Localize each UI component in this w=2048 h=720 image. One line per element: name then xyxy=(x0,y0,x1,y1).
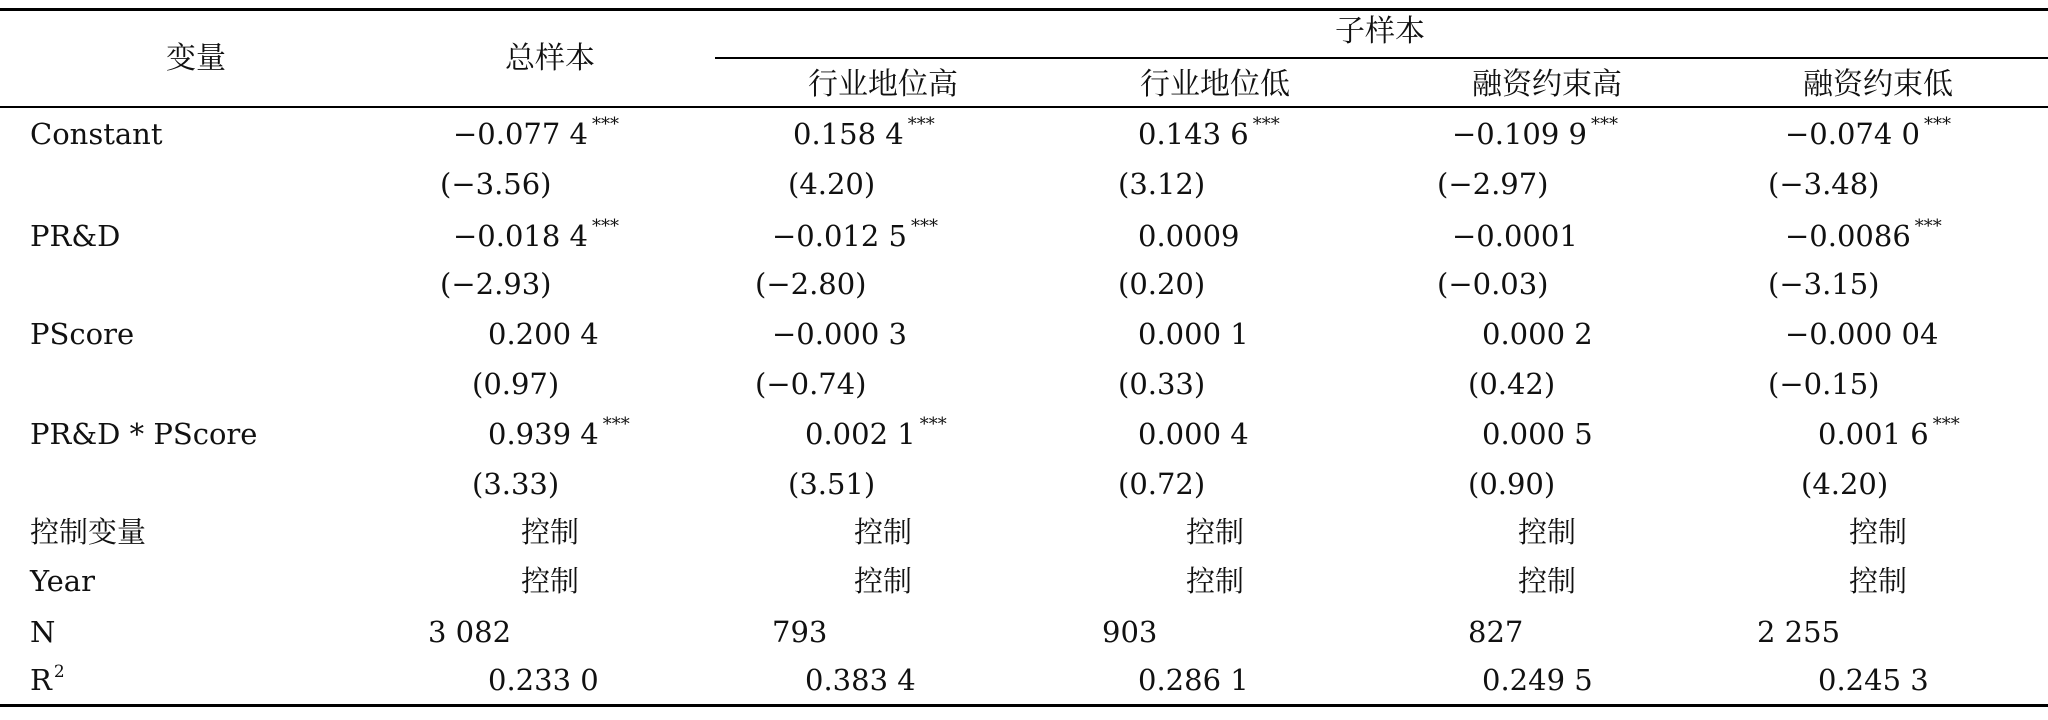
coef-value: 0.000 4 xyxy=(1138,417,1249,451)
t-stat: (−3.56) xyxy=(440,167,552,201)
header-bottom-rule xyxy=(0,106,2048,108)
control-marker: 控制 xyxy=(853,564,913,598)
n-value: 3 082 xyxy=(428,615,512,649)
row-label-n: N xyxy=(30,615,56,649)
row-label-pscore: PScore xyxy=(30,317,135,351)
t-stat: (0.97) xyxy=(472,367,560,401)
r2-superscript: 2 xyxy=(53,662,65,682)
significance-stars: *** xyxy=(1924,114,1951,135)
header-variable: 变量 xyxy=(166,41,226,76)
t-stat: (0.72) xyxy=(1118,467,1206,501)
coef-value: 0.000 2 xyxy=(1482,317,1593,351)
t-stat: (0.33) xyxy=(1118,367,1206,401)
t-stat: (−3.15) xyxy=(1768,267,1880,301)
n-value: 2 255 xyxy=(1757,615,1841,649)
coef-value: 0.001 6 xyxy=(1818,417,1929,451)
significance-stars: *** xyxy=(1591,114,1618,135)
coef-cell xyxy=(453,216,619,253)
coef-value: −0.018 4 xyxy=(453,219,588,253)
coef-cell xyxy=(805,414,947,451)
coef-value: −0.000 3 xyxy=(772,317,907,351)
header-sub-low-constraint: 融资约束低 xyxy=(1803,67,1953,102)
n-value: 793 xyxy=(772,615,828,649)
row-label-controls: 控制变量 xyxy=(30,515,147,549)
header-full-sample: 总样本 xyxy=(505,41,595,76)
t-stat: (0.42) xyxy=(1468,367,1556,401)
n-value: 827 xyxy=(1468,615,1524,649)
significance-stars: *** xyxy=(1252,114,1280,135)
coef-value: −0.074 0 xyxy=(1785,117,1920,151)
significance-stars: *** xyxy=(592,114,619,135)
significance-stars: *** xyxy=(907,114,935,135)
significance-stars: *** xyxy=(911,216,938,237)
coef-cell xyxy=(772,216,938,253)
t-stat: (3.33) xyxy=(472,467,560,501)
coef-value: 0.000 1 xyxy=(1138,317,1249,351)
coef-cell xyxy=(793,114,935,151)
control-marker: 控制 xyxy=(1185,515,1245,549)
significance-stars: *** xyxy=(602,414,630,435)
r2-value: 0.245 3 xyxy=(1818,663,1929,697)
row-label-constant: Constant xyxy=(30,117,163,151)
t-stat: (4.20) xyxy=(1801,467,1889,501)
coef-value: 0.0009 xyxy=(1138,219,1240,253)
r2-value: 0.249 5 xyxy=(1482,663,1593,697)
coef-value: 0.000 5 xyxy=(1482,417,1593,451)
significance-stars: *** xyxy=(592,216,619,237)
coef-value: 0.200 4 xyxy=(488,317,599,351)
row-label-r2 xyxy=(30,662,65,697)
coef-cell xyxy=(1785,216,1942,253)
row-label-year: Year xyxy=(30,564,95,598)
row-label-prd: PR&D xyxy=(30,219,121,253)
header-sub-high-constraint: 融资约束高 xyxy=(1472,67,1622,102)
t-stat: (4.20) xyxy=(788,167,876,201)
t-stat: (−2.93) xyxy=(440,267,552,301)
t-stat: (−0.74) xyxy=(755,367,867,401)
r2-label: R xyxy=(30,663,52,697)
control-marker: 控制 xyxy=(853,515,913,549)
t-stat: (−0.15) xyxy=(1768,367,1880,401)
t-stat: (0.20) xyxy=(1118,267,1206,301)
coef-value: −0.0086 xyxy=(1785,219,1911,253)
coef-value: −0.109 9 xyxy=(1452,117,1587,151)
t-stat: (−2.80) xyxy=(755,267,867,301)
coef-cell xyxy=(1452,114,1618,151)
coef-value: −0.077 4 xyxy=(453,117,588,151)
control-marker: 控制 xyxy=(520,515,580,549)
coef-value: 0.158 4 xyxy=(793,117,904,151)
t-stat: (3.51) xyxy=(788,467,876,501)
coef-cell xyxy=(1452,219,1582,253)
significance-stars: *** xyxy=(919,414,947,435)
header-sub-low-industry: 行业地位低 xyxy=(1140,67,1290,102)
header-sub-high-industry: 行业地位高 xyxy=(808,67,958,102)
coef-cell xyxy=(1785,114,1951,151)
coef-cell xyxy=(488,414,630,451)
significance-stars: *** xyxy=(1932,414,1960,435)
coef-cell xyxy=(1138,417,1253,451)
control-marker: 控制 xyxy=(1185,564,1245,598)
control-marker: 控制 xyxy=(1848,515,1908,549)
n-value: 903 xyxy=(1102,615,1158,649)
t-stat: (−3.48) xyxy=(1768,167,1880,201)
coef-value: 0.143 6 xyxy=(1138,117,1249,151)
coef-value: 0.939 4 xyxy=(488,417,599,451)
r2-value: 0.233 0 xyxy=(488,663,599,697)
coef-cell xyxy=(1138,219,1243,253)
t-stat: (0.90) xyxy=(1468,467,1556,501)
r2-value: 0.383 4 xyxy=(805,663,916,697)
coef-cell xyxy=(453,114,619,151)
coef-value: −0.000 04 xyxy=(1785,317,1939,351)
coef-cell xyxy=(1818,414,1960,451)
control-marker: 控制 xyxy=(1517,564,1577,598)
table-bottom-rule xyxy=(0,704,2048,707)
header-sub-sample: 子样本 xyxy=(1335,14,1425,49)
control-marker: 控制 xyxy=(1517,515,1577,549)
t-stat: (−0.03) xyxy=(1437,267,1549,301)
coef-cell xyxy=(1482,417,1597,451)
control-marker: 控制 xyxy=(1848,564,1908,598)
table-top-rule xyxy=(0,8,2048,11)
coef-cell xyxy=(1138,114,1280,151)
significance-stars: *** xyxy=(1914,216,1942,237)
subsample-rule xyxy=(715,57,2048,59)
control-marker: 控制 xyxy=(520,564,580,598)
coef-value: −0.012 5 xyxy=(772,219,907,253)
t-stat: (3.12) xyxy=(1118,167,1206,201)
coef-value: −0.0001 xyxy=(1452,219,1578,253)
coef-value: 0.002 1 xyxy=(805,417,916,451)
r2-value: 0.286 1 xyxy=(1138,663,1249,697)
row-label-interaction: PR&D * PScore xyxy=(30,417,258,451)
t-stat: (−2.97) xyxy=(1437,167,1549,201)
